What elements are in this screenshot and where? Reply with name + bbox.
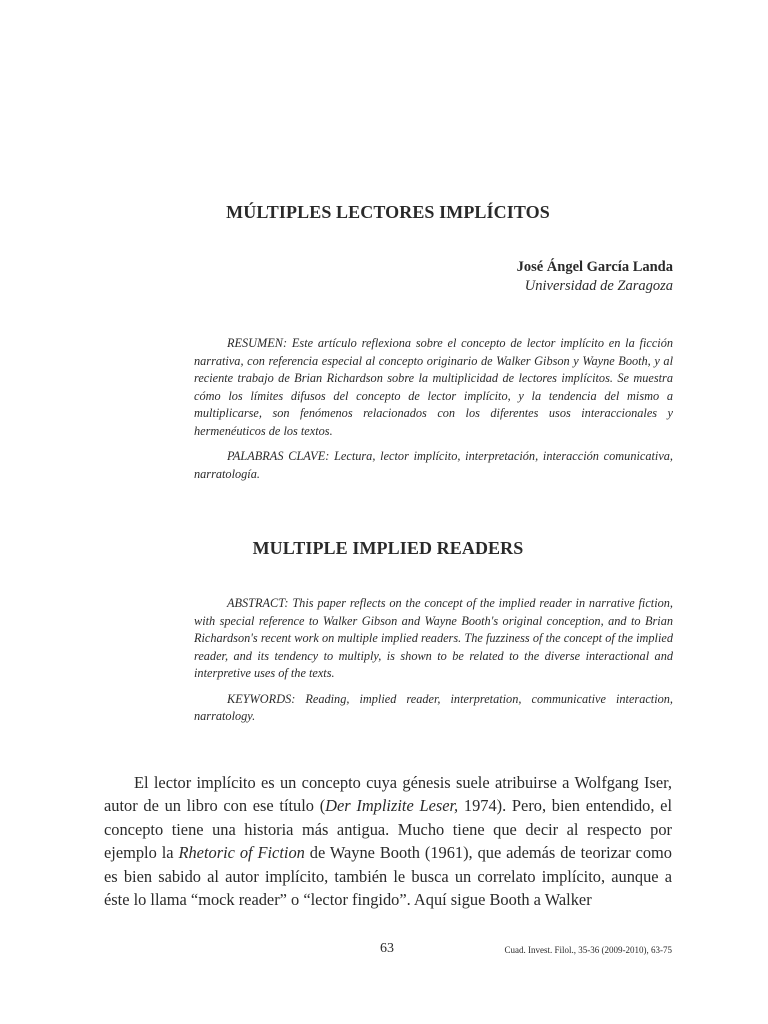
body-text-part: El lector implícito es un concepto cuya génesis suele atribuirse a Wolfgang Iser, autor de un libro con ese título ( (104, 773, 672, 816)
english-title: MULTIPLE IMPLIED READERS (252, 538, 524, 558)
abstract-label: ABSTRACT: (227, 596, 289, 610)
book-title-rhetoric-of-fiction: Rhetoric of Fiction (178, 843, 305, 863)
abstract-paragraph (194, 595, 673, 683)
resumen-section (194, 335, 673, 491)
palabras-clave-paragraph (194, 448, 673, 483)
resumen-label: RESUMEN: (227, 336, 288, 350)
body-text-part: de Wayne Booth (1961), que además de teorizar como es bien sabido al autor implícito, también le busca un correlato implícito, aunque a éste lo llama “mock reader” o “lector fingido”. Aquí sigue Booth a Walker (104, 843, 672, 910)
author-affiliation: Universidad de Zaragoza (524, 278, 673, 294)
abstract-text: This paper reflects on the concept of the implied reader in narrative fiction, with special reference to Walker Gibson and Wayne Booth's original conception, and to Brian Richardson's recent work on multiple implied readers. The fuzziness of the concept of the implied reader, and its tendency to multiply, is shown to be related to the diverse interactional and interpretive uses of the texts. (194, 596, 674, 680)
book-title-der-implizite-leser: Der Implizite Leser, (325, 796, 459, 816)
journal-citation: Cuad. Invest. Filol., 35-36 (2009-2010), 63-75 (504, 945, 672, 955)
resumen-paragraph (194, 335, 673, 440)
keywords-text: Reading, implied reader, interpretation, communicative interaction, narratology. (194, 691, 674, 723)
palabras-clave-text: Lectura, lector implícito, interpretación, interacción comunicativa, narratología. (194, 449, 674, 481)
palabras-clave-label: PALABRAS CLAVE: (227, 449, 330, 463)
page-number: 63 (380, 941, 394, 956)
spanish-title: MÚLTIPLES LECTORES IMPLÍCITOS (226, 202, 550, 222)
keywords-label: KEYWORDS: (227, 691, 296, 706)
body-text-part: 1974). Pero, bien entendido, el concepto tiene una historia más antigua. Mucho tiene que decir al respecto por ejemplo la (104, 796, 672, 863)
author-name: José Ángel García Landa (516, 259, 673, 275)
keywords-paragraph (194, 691, 673, 726)
resumen-text: Este artículo reflexiona sobre el concepto de lector implícito en la ficción narrativa, con referencia especial al concepto originario de Walker Gibson y Wayne Booth, y al reciente trabajo de Brian Richardson sobre la multiplicidad de lectores implícitos. Se muestra cómo los límites difusos del concepto de lector implícito, y la tendencia del mismo a multiplicarse, son fenómenos relacionados con los diferentes usos interaccionales y hermenéuticos de los textos. (194, 336, 674, 438)
body-paragraph (104, 771, 672, 911)
abstract-section (194, 595, 673, 734)
body-text (104, 771, 672, 911)
